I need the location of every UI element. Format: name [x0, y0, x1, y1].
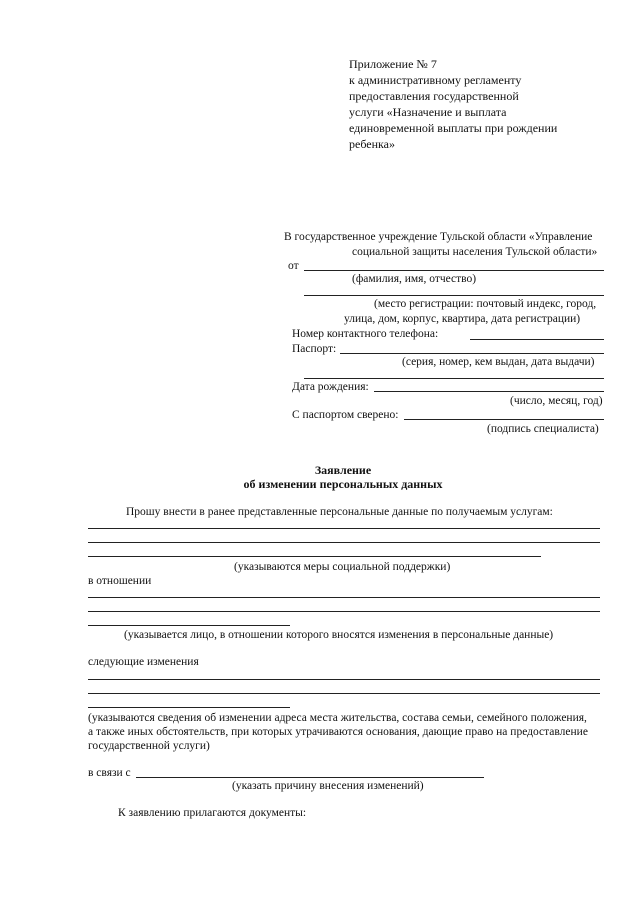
addressee-line-1: В государственное учреждение Тульской области «Управление [284, 231, 593, 243]
appendix-header [349, 56, 557, 152]
services-field-2[interactable] [88, 542, 600, 543]
passport-field-2[interactable] [304, 378, 604, 379]
birth-date-field[interactable] [374, 391, 604, 392]
services-field-1[interactable] [88, 528, 600, 529]
registration-hint-1: (место регистрации: почтовый индекс, город, [374, 298, 597, 310]
appendix-line: единовременной выплаты при рождении [349, 121, 558, 135]
person-hint: (указывается лицо, в отношении которого вносятся изменения в персональные данные) [124, 629, 554, 641]
appendix-line: услуги «Назначение и выплата [349, 105, 507, 119]
appendix-line: Приложение № 7 [349, 57, 437, 71]
changes-label: следующие изменения [88, 656, 199, 668]
from-label: от [288, 260, 299, 272]
verified-signature-field[interactable] [404, 419, 604, 420]
phone-field[interactable] [470, 339, 604, 340]
passport-field[interactable] [340, 353, 604, 354]
request-text: Прошу внести в ранее представленные персональные данные по получаемым услугам: [126, 506, 553, 518]
fio-field[interactable] [304, 270, 604, 271]
appendix-line: ребенка» [349, 137, 395, 151]
document-title: Заявление [314, 463, 372, 477]
appendix-line: к административному регламенту [349, 73, 522, 87]
changes-hint-1: (указываются сведения об изменении адреса места жительства, состава семьи, семейного положения, [88, 712, 587, 724]
regarding-label: в отношении [88, 575, 152, 587]
appendix-line: предоставления государственной [349, 89, 519, 103]
birth-date-hint: (число, месяц, год) [510, 395, 603, 407]
phone-label: Номер контактного телефона: [292, 328, 439, 340]
verified-label: С паспортом сверено: [292, 409, 399, 421]
reason-field[interactable] [136, 777, 484, 778]
reason-label: в связи с [88, 767, 131, 779]
registration-hint-2: улица, дом, корпус, квартира, дата регистрации) [344, 313, 581, 325]
person-field-3[interactable] [88, 625, 290, 626]
registration-field[interactable] [304, 295, 604, 296]
changes-hint-2: а также иных обстоятельств, при которых утрачиваются основания, дающие право на предоставление [88, 726, 588, 738]
passport-hint: (серия, номер, кем выдан, дата выдачи) [402, 356, 595, 368]
birth-date-label: Дата рождения: [292, 381, 369, 393]
changes-hint-3: государственной услуги) [88, 740, 210, 752]
person-field-2[interactable] [88, 611, 600, 612]
addressee-line-2: социальной защиты населения Тульской области» [352, 246, 598, 258]
document-subtitle: об изменении персональных данных [243, 477, 443, 491]
changes-field-3[interactable] [88, 707, 290, 708]
person-field-1[interactable] [88, 597, 600, 598]
fio-hint: (фамилия, имя, отчество) [352, 273, 477, 285]
services-field-3[interactable] [88, 556, 541, 557]
passport-label: Паспорт: [292, 343, 337, 355]
support-hint: (указываются меры социальной поддержки) [234, 561, 451, 573]
verified-hint: (подпись специалиста) [487, 423, 599, 435]
changes-field-2[interactable] [88, 693, 600, 694]
reason-hint: (указать причину внесения изменений) [232, 780, 424, 792]
changes-field-1[interactable] [88, 679, 600, 680]
attachments-label: К заявлению прилагаются документы: [118, 807, 307, 819]
